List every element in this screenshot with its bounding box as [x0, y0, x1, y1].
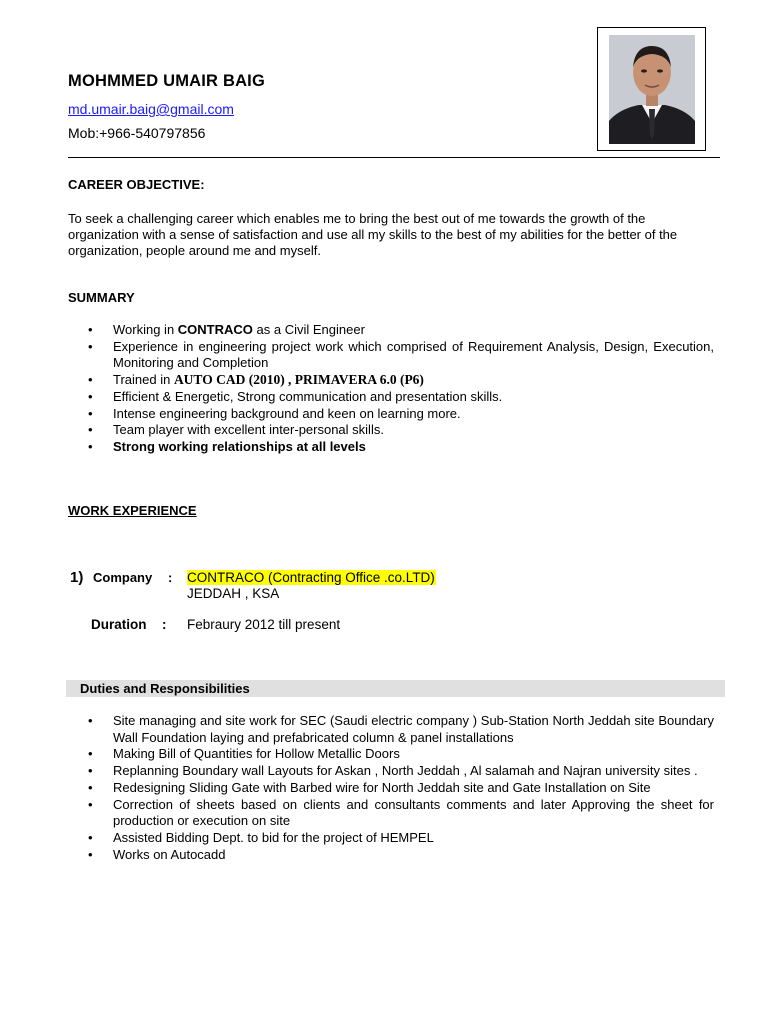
- duration-value: Febraury 2012 till present: [187, 617, 341, 632]
- duration-colon: :: [162, 617, 167, 632]
- header-divider: [68, 157, 720, 158]
- list-item: • Making Bill of Quantities for Hollow Metallic Doors: [68, 746, 714, 763]
- duration-label: Duration: [91, 617, 147, 632]
- list-item: • Works on Autocadd: [68, 847, 714, 864]
- list-item: • Efficient & Energetic, Strong communication and presentation skills.: [68, 389, 714, 406]
- company-name: CONTRACO (Contracting Office .co.LTD): [187, 570, 435, 585]
- work-experience-heading: WORK EXPERIENCE: [68, 503, 197, 518]
- mobile-number: Mob:+966-540797856: [68, 125, 206, 141]
- list-item: • Redesigning Sliding Gate with Barbed wire for North Jeddah site and Gate Installation on Site: [68, 780, 714, 797]
- list-item: • Trained in AUTO CAD (2010) , PRIMAVERA 6.0 (P6): [68, 372, 714, 389]
- list-item: • Experience in engineering project work which comprised of Requirement Analysis, Design, Execution, Monitoring and Completion: [68, 339, 714, 372]
- career-objective-text: To seek a challenging career which enables me to bring the best out of me towards the growth of the organization with a sense of satisfaction and use all my skills to the best of my abilities for the better of the organization, people around me and myself.: [68, 211, 678, 258]
- summary-heading: SUMMARY: [68, 290, 135, 305]
- list-item: • Strong working relationships at all levels: [68, 439, 714, 456]
- profile-photo-frame: [597, 27, 706, 151]
- list-item: • Intense engineering background and keen on learning more.: [68, 406, 714, 423]
- list-item: • Correction of sheets based on clients and consultants comments and later Approving the sheet for production or execution on site: [68, 797, 714, 830]
- company-label: Company: [93, 570, 153, 585]
- company-location: JEDDAH , KSA: [187, 586, 280, 601]
- list-item: • Working in CONTRACO as a Civil Engineer: [68, 322, 714, 339]
- duties-list: [68, 713, 714, 863]
- list-item: • Team player with excellent inter-personal skills.: [68, 422, 714, 439]
- email-link[interactable]: md.umair.baig@gmail.com: [68, 101, 234, 117]
- candidate-name: MOHMMED UMAIR BAIG: [68, 72, 265, 90]
- list-item: • Assisted Bidding Dept. to bid for the project of HEMPEL: [68, 830, 714, 847]
- experience-number: 1): [70, 569, 84, 586]
- career-objective-heading: CAREER OBJECTIVE:: [68, 177, 205, 192]
- profile-photo: [609, 35, 695, 144]
- company-value: [187, 570, 436, 602]
- list-item: • Site managing and site work for SEC (Saudi electric company ) Sub-Station North Jeddah site Boundary Wall Foundation laying and prefabricated column & panel installations: [68, 713, 714, 746]
- company-colon: :: [168, 570, 173, 585]
- duties-heading: Duties and Responsibilities: [80, 681, 250, 696]
- summary-list: [68, 322, 714, 456]
- list-item: • Replanning Boundary wall Layouts for Askan , North Jeddah , Al salamah and Najran university sites .: [68, 763, 714, 780]
